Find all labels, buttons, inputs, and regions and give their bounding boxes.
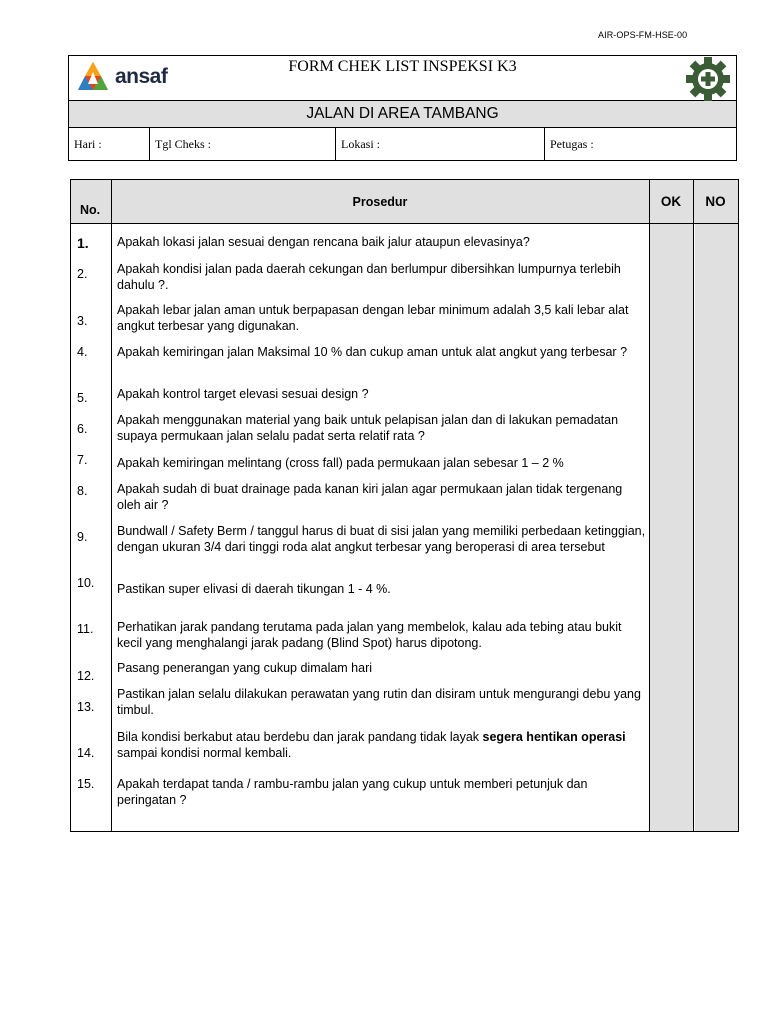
row-number: 11. — [77, 622, 94, 636]
col-header-ok: OK — [660, 194, 682, 209]
form-subtitle: JALAN DI AREA TAMBANG — [69, 101, 736, 128]
row-text-emphasis: segera hentikan operasi — [482, 730, 626, 744]
safety-gear-icon — [683, 57, 733, 101]
row-number: 9. — [77, 530, 88, 544]
row-number: 12. — [77, 669, 95, 683]
header-title-row — [69, 56, 736, 101]
no-column-shading — [695, 224, 738, 831]
column-divider — [693, 180, 694, 831]
document-code: AIR-OPS-FM-HSE-00 — [598, 30, 688, 40]
row-text: Pastikan jalan selalu dilakukan perawatan yang rutin dan disiram untuk mengurangi debu yang timbul. — [117, 687, 641, 717]
row-text: Perhatikan jarak pandang terutama pada jalan yang membelok, kalau ada tebing atau bukit kecil yang menghalangi jarak padang (Blind Spot) harus dipotong. — [117, 620, 622, 650]
row-text: Apakah lokasi jalan sesuai dengan rencana baik jalur ataupun elevasinya? — [117, 235, 530, 249]
field-tgl-cheks[interactable]: Tgl Cheks : — [155, 137, 211, 151]
column-divider — [649, 180, 650, 831]
column-divider — [111, 180, 112, 831]
row-text: Apakah menggunakan material yang baik untuk pelapisan jalan dan di lakukan pemadatan supaya permukaan jalan selalu padat serta relatif rata ? — [117, 413, 619, 443]
col-header-prosedur: Prosedur — [352, 195, 408, 209]
form-header — [68, 55, 737, 161]
row-text — [117, 729, 647, 761]
header-fields-row — [69, 128, 736, 160]
row-text: Pastikan super elivasi di daerah tikungan 1 - 4 %. — [117, 582, 391, 596]
row-number: 3. — [77, 314, 88, 328]
row-number: 2. — [77, 267, 88, 281]
row-text-part: sampai kondisi normal kembali. — [117, 746, 292, 760]
checklist-table — [70, 179, 739, 832]
row-text: Bundwall / Safety Berm / tanggul harus di buat di sisi jalan yang memiliki perbedaan ketinggian, dengan ukuran 3/4 dari tinggi roda alat angkut terbesar yang beroperasi di area tersebut — [117, 524, 646, 554]
ok-column-shading — [650, 224, 694, 831]
row-number: 4. — [77, 345, 88, 359]
row-text: Apakah terdapat tanda / rambu-rambu jalan yang cukup untuk memberi petunjuk dan peringatan ? — [117, 777, 588, 807]
logo-text: ansaf — [115, 65, 168, 88]
row-text: Apakah lebar jalan aman untuk berpapasan dengan lebar minimum adalah 3,5 kali lebar alat angkut terbesar yang digunakan. — [117, 303, 629, 333]
row-number: 15. — [77, 777, 95, 791]
col-header-no: No. — [80, 203, 101, 217]
row-number: 7. — [77, 453, 88, 467]
col-header-no-check: NO — [705, 194, 726, 209]
row-text-part: Bila kondisi berkabut atau berdebu dan jarak pandang tidak layak — [117, 730, 483, 744]
field-hari[interactable]: Hari : — [74, 137, 102, 151]
row-text: Apakah kemiringan jalan Maksimal 10 % dan cukup aman untuk alat angkut yang terbesar ? — [117, 345, 628, 359]
row-text: Apakah kondisi jalan pada daerah cekungan dan berlumpur dibersihkan lumpurnya terlebih dahulu ?. — [117, 262, 621, 292]
row-number: 10. — [77, 576, 95, 590]
form-title: FORM CHEK LIST INSPEKSI K3 — [288, 58, 517, 75]
row-text: Apakah kemiringan melintang (cross fall) pada permukaan jalan sebesar 1 – 2 % — [117, 456, 564, 470]
field-petugas[interactable]: Petugas : — [550, 137, 594, 151]
row-text: Apakah sudah di buat drainage pada kanan kiri jalan agar permukaan jalan tidak tergenang oleh air ? — [117, 482, 623, 512]
row-number: 8. — [77, 484, 88, 498]
field-lokasi[interactable]: Lokasi : — [341, 137, 380, 151]
row-number: 6. — [77, 422, 88, 436]
row-number: 13. — [77, 700, 95, 714]
row-number: 5. — [77, 391, 88, 405]
row-text: Pasang penerangan yang cukup dimalam hari — [117, 661, 373, 675]
row-text: Apakah kontrol target elevasi sesuai design ? — [117, 387, 369, 401]
row-number: 14. — [77, 746, 95, 760]
row-number: 1. — [77, 235, 89, 251]
